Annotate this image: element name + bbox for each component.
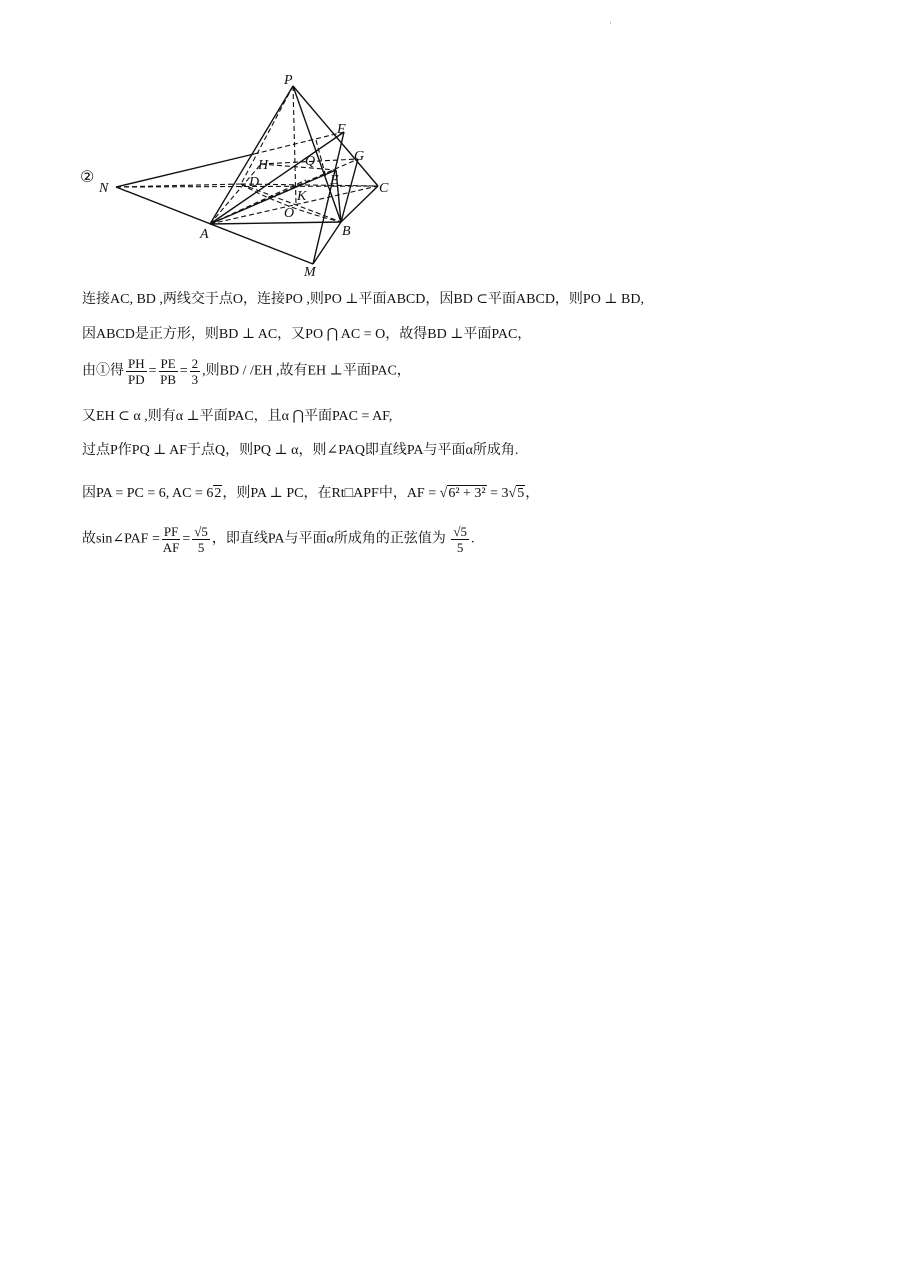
edge-a-b — [210, 222, 341, 224]
sqrt-sum: 6² + 3² — [448, 486, 486, 501]
fraction-pf-af: $\frac{PF}{AF}$ — [162, 524, 180, 555]
edge-n-top — [116, 154, 254, 187]
sqrt-five: 5 — [517, 486, 525, 501]
edge-m-b — [313, 222, 341, 264]
pyramid-figure — [76, 72, 406, 282]
fraction-pe-pb: $\frac{PE}{PB}$ — [160, 356, 177, 387]
solution-line-4: 又EH ⊂ α ,则有α ⊥平面PAC，且α ⋂平面PAC = AF, — [82, 409, 393, 424]
line3-prefix: 由①得 — [82, 363, 124, 379]
solution-line-3: 由①得 $\frac{PH}{PD}$ = $\frac{PE}{PB}$ = $\frac{2}{3}$ ,则BD / /EH ,故有EH ⊥平面PAC， — [82, 356, 411, 387]
line-b-g — [341, 159, 358, 222]
label-c: C — [379, 181, 389, 196]
solution-line-6: 因PA = PC = 6, AC = 62，则PA ⊥ PC，在Rt□APF中，AF = √6² + 3² = 3√5， — [82, 486, 540, 501]
label-q: Q — [305, 154, 316, 169]
label-g: G — [354, 149, 365, 164]
label-h: H — [258, 158, 269, 173]
sqrt-two: 2 — [214, 486, 222, 501]
corner-mark: · — [609, 18, 612, 28]
fraction-ph-pd: $\frac{PH}{PD}$ — [128, 356, 145, 387]
figure-marker: ② — [80, 167, 95, 186]
line-a-f — [210, 132, 344, 224]
label-d: D — [249, 175, 260, 190]
solution-line-1: 连接AC, BD ,两线交于点O，连接PO ,则PO ⊥平面ABCD，因BD ⊂平面ABCD，则PO ⊥ BD, — [82, 292, 644, 307]
dash-plane-top — [254, 132, 344, 154]
label-n: N — [99, 181, 109, 196]
fraction-root5-over-5: $\frac{√5}{5}$ — [194, 524, 208, 555]
label-k: K — [297, 189, 307, 204]
solution-line-7: 故sin∠PAF = $\frac{PF}{AF}$ = $\frac{√5}{5}$ ，即直线PA与平面α所成角的正弦值为 $\frac{√5}{5}$ . — [82, 524, 475, 555]
label-e: E — [330, 173, 339, 188]
line3-suffix: ,则BD / /EH ,故有EH ⊥平面PAC， — [202, 363, 411, 379]
fraction-two-thirds: $\frac{2}{3}$ — [191, 356, 199, 387]
label-p: P — [284, 73, 293, 88]
solution-line-2: 因ABCD是正方形，则BD ⊥ AC，又PO ⋂ AC = O，故得BD ⊥平面PAC， — [82, 327, 532, 342]
label-b: B — [342, 224, 351, 239]
dash-h-e — [261, 164, 336, 170]
dash-d-c — [241, 184, 378, 186]
label-f: F — [337, 122, 346, 137]
edge-n-m — [116, 187, 313, 264]
fraction-answer: $\frac{√5}{5}$ — [453, 524, 467, 555]
label-a: A — [200, 227, 209, 242]
solution-line-5: 过点P作PQ ⊥ AF于点Q，则PQ ⊥ α，则∠PAQ即直线PA与平面α所成角. — [82, 443, 519, 458]
label-o: O — [284, 206, 295, 221]
dash-n-c — [116, 186, 378, 187]
pyramid-diagram — [76, 72, 406, 282]
label-m: M — [304, 265, 316, 280]
